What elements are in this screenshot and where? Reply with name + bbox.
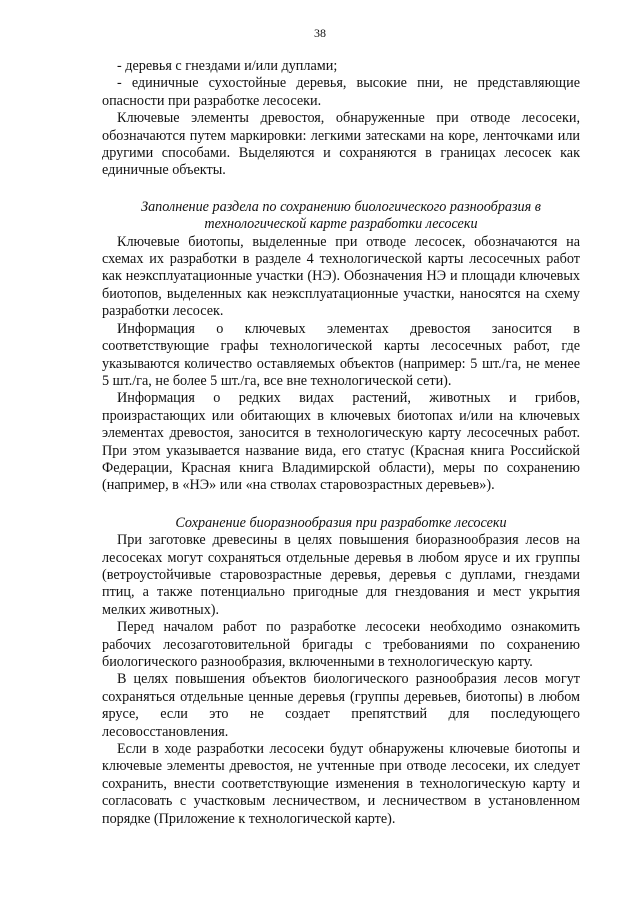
paragraph-key-elements: Ключевые элементы древостоя, обнаруженные при отводе лесосеки, обозначаются путем маркировки: легкими затесками на коре, ленточками или другими способами. Выделяются и сохраняются в границах лесосек как единичные объекты. xyxy=(102,110,580,179)
spacer xyxy=(102,180,580,199)
paragraph-valuable-trees: В целях повышения объектов биологического разнообразия лесов могут сохраняться отдельные ценные деревья (группы деревьев, биотопы) в любом ярусе, если это не создает препятствий для последующего лесовосстановления. xyxy=(102,671,580,740)
paragraph-rare-species: Информация о редких видах растений, животных и грибов, произрастающих или обитающих в ключевых биотопах и/или на ключевых элементах древостоя, заносится в технологическую карту лесосечных работ. При этом указывается название вида, его статус (Красная книга Российской Федерации, Красная книга Владимирской области), меры по сохранению (например, в «НЭ» или «на стволах старовозрастных деревьев»). xyxy=(102,390,580,494)
paragraph-key-biotopes: Ключевые биотопы, выделенные при отводе лесосек, обозначаются на схемах их разработки в разделе 4 технологической карты лесосечных работ как неэксплуатационные участки (НЭ). Обозначения НЭ и площади ключевых биотопов, выделенных как неэксплуатационные участки, наносятся на схему разработки лесосек. xyxy=(102,233,580,320)
list-item-nests: - деревья с гнездами и/или дуплами; xyxy=(117,58,338,74)
section-heading-filling: Заполнение раздела по сохранению биологического разнообразия в технологической карте разработки лесосеки xyxy=(141,198,541,233)
paragraph-key-elements-info: Информация о ключевых элементах древостоя заносится в соответствующие графы технологической карты лесосечных работ, где указываются количество оставляемых объектов (например: 5 шт./га, не менее 5 шт./га, не более 5 шт./га, все вне технологической сети). xyxy=(102,320,580,389)
list-item-snags: - единичные сухостойные деревья, высокие пни, не представляющие опасности при разработке лесосеки. xyxy=(102,75,580,109)
paragraph-briefing: Перед началом работ по разработке лесосеки необходимо ознакомить рабочих лесозаготовительной бригады с требованиями по сохранению биологического разнообразия, включенными в технологическую карту. xyxy=(102,619,580,670)
page-content xyxy=(102,58,580,828)
paragraph-harvesting: При заготовке древесины в целях повышения биоразнообразия лесов на лесосеках могут сохраняться отдельные деревья в любом ярусе и их группы (ветроустойчивые старовозрастные деревья, деревья с дуплами, гнездами птиц, а также потенциально пригодные для гнездования и мест укрытия мелких животных). xyxy=(102,532,580,618)
spacer xyxy=(102,495,580,515)
paragraph-found-biotopes: Если в ходе разработки лесосеки будут обнаружены ключевые биотопы и ключевые элементы древостоя, не учтенные при отводе лесосеки, их следует сохранить, внести соответствующие изменения в технологическую карту и согласовать с участковым лесничеством, и лесничеством в установленном порядке (Приложение к технологической карте). xyxy=(102,741,580,827)
page-number: 38 xyxy=(314,26,326,40)
section-heading-conservation: Сохранение биоразнообразия при разработке лесосеки xyxy=(175,514,507,531)
